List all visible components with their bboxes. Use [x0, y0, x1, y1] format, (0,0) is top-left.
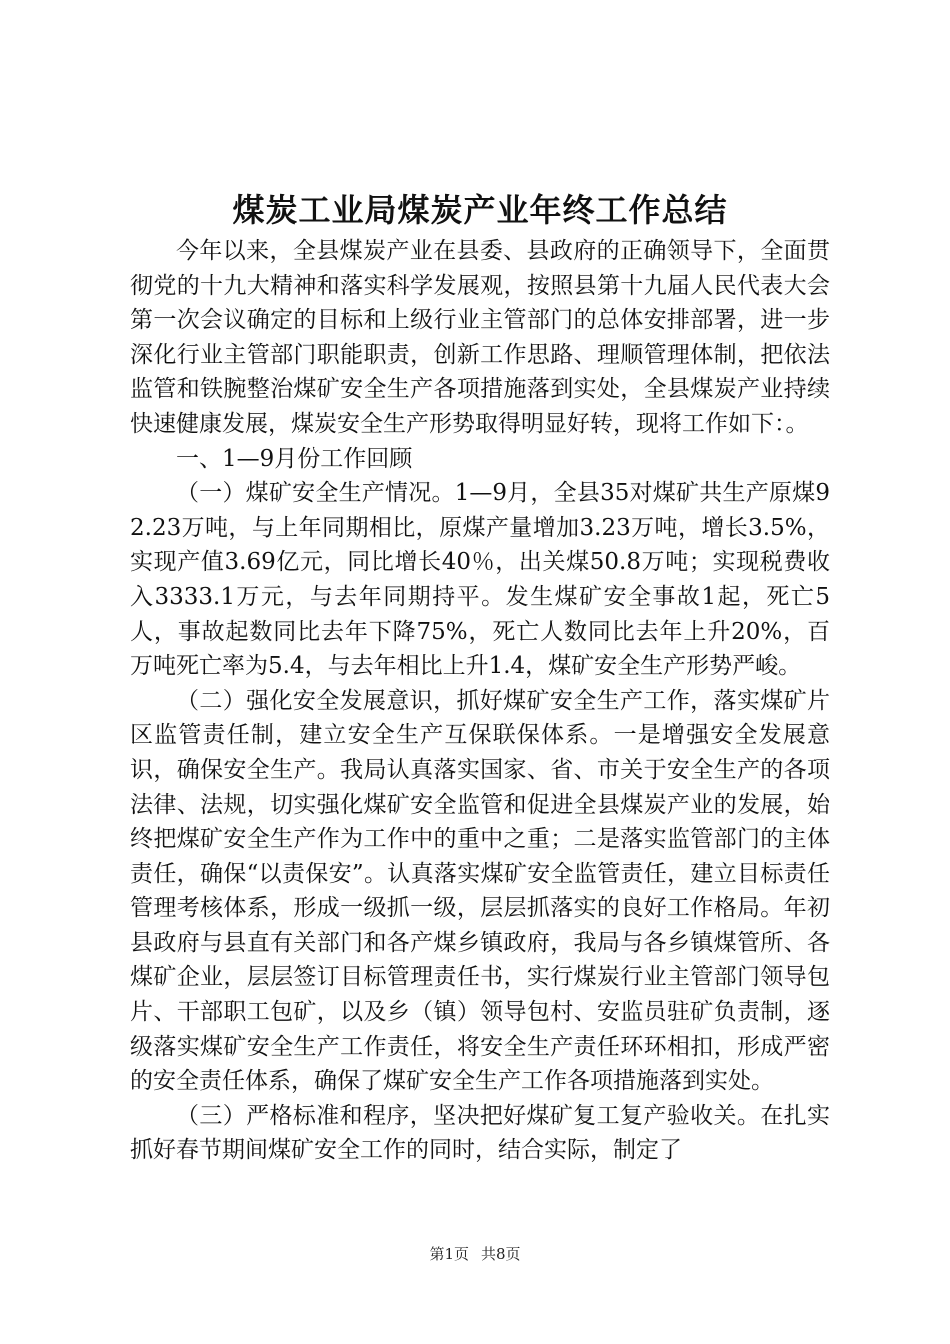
document-body — [130, 234, 830, 1168]
document-title: 煤炭工业局煤炭产业年终工作总结 — [232, 191, 728, 229]
paragraph-safety-awareness: （二）强化安全发展意识，抓好煤矿安全生产工作，落实煤矿片区监管责任制，建立安全生产互保联保体系。一是增强安全发展意识，确保安全生产。我局认真落实国家、省、市关于安全生产的各项法律、法规，切实强化煤矿安全监管和促进全县煤炭产业的发展，始终把煤矿安全生产作为工作中的重中之重；二是落实监管部门的主体责任，确保“以责保安”。认真落实煤矿安全监管责任，建立目标责任管理考核体系，形成一级抓一级，层层抓落实的良好工作格局。年初县政府与县直有关部门和各产煤乡镇政府，我局与各乡镇煤管所、各煤矿企业，层层签订目标管理责任书，实行煤炭行业主管部门领导包片、干部职工包矿，以及乡（镇）领导包村、安监员驻矿负责制，逐级落实煤矿安全生产工作责任，将安全生产责任环环相扣，形成严密的安全责任体系，确保了煤矿安全生产工作各项措施落到实处。 — [130, 687, 830, 1095]
section-heading-review: 一、1—9月份工作回顾 — [176, 445, 413, 472]
page-footer — [0, 1243, 950, 1265]
paragraph-resumption-inspection: （三）严格标准和程序，坚决把好煤矿复工复产验收关。在扎实抓好春节期间煤矿安全工作的同时，结合实际，制定了 — [130, 1102, 830, 1164]
page-total: 共8页 — [481, 1245, 521, 1263]
page-number: 第1页 — [429, 1245, 469, 1263]
paragraph-intro: 今年以来，全县煤炭产业在县委、县政府的正确领导下，全面贯彻党的十九大精神和落实科学发展观，按照县第十九届人民代表大会第一次会议确定的目标和上级行业主管部门的总体安排部署，进一步深化行业主管部门职能职责，创新工作思路、理顺管理体制，把依法监管和铁腕整治煤矿安全生产各项措施落到实处，全县煤炭产业持续快速健康发展，煤炭安全生产形势取得明显好转，现将工作如下：。 — [130, 238, 830, 437]
paragraph-safety-production: （一）煤矿安全生产情况。1—9月，全县35对煤矿共生产原煤92.23万吨，与上年同期相比，原煤产量增加3.23万吨，增长3.5%，实现产值3.69亿元，同比增长40％，出关煤50.8万吨；实现税费收入3333.1万元，与去年同期持平。发生煤矿安全事故1起，死亡5人，事故起数同比去年下降75%，死亡人数同比去年上升20%，百万吨死亡率为5.4，与去年相比上升1.4，煤矿安全生产形势严峻。 — [130, 480, 830, 680]
